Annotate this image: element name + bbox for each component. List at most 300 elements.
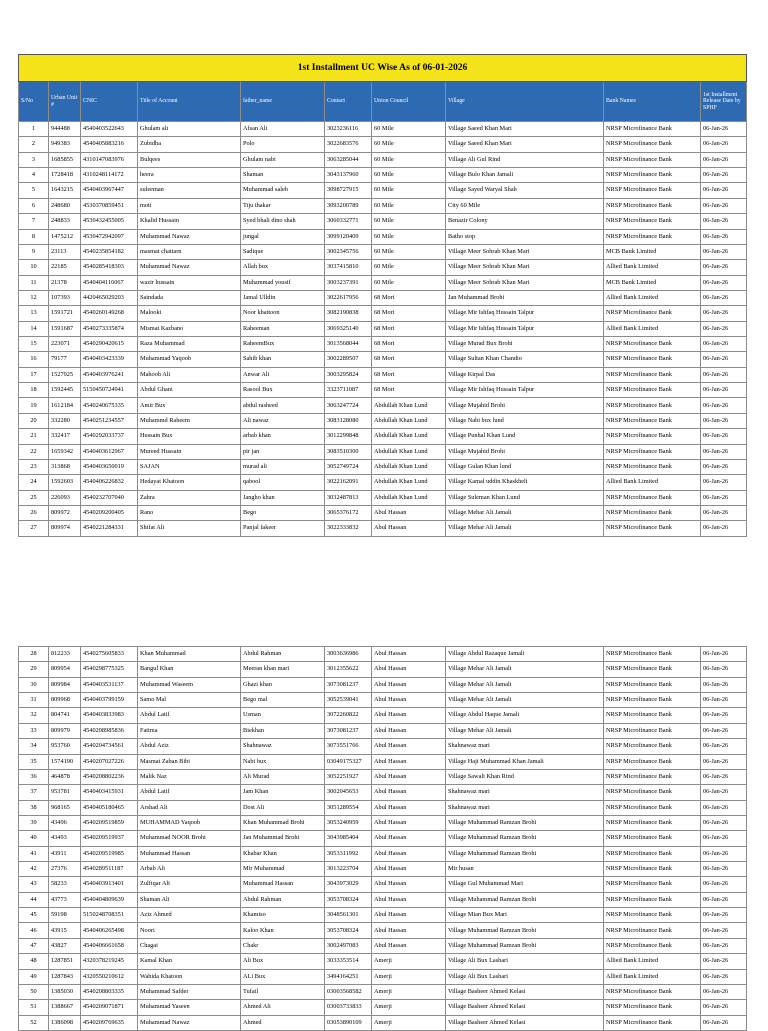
cell-urban-unit: 944488: [49, 122, 81, 137]
table-title: 1st Installment UC Wise As of 06-01-2026: [19, 55, 747, 82]
cell-bank-name: NRSP Microfinance Bank: [604, 229, 701, 244]
cell-urban-unit: 1527925: [49, 367, 81, 382]
cell-title-of-account: Rano: [138, 505, 241, 520]
cell-village: Village Mir Ishfaq Hussain Talpur: [446, 383, 604, 398]
col-header-release-date: 1st Installment Release Date by SPHF: [701, 82, 747, 122]
cell-sno: 13: [19, 306, 49, 321]
cell-sno: 16: [19, 352, 49, 367]
cell-village: Benazir Colony: [446, 214, 604, 229]
cell-cnic: 4540289511187: [81, 862, 138, 877]
cell-contact: 3013568044: [325, 337, 372, 352]
cell-contact: 3022162091: [325, 475, 372, 490]
cell-cnic: 4540208803335: [81, 984, 138, 999]
cell-bank-name: MCB Bank Limited: [604, 244, 701, 259]
cell-contact: 3043985404: [325, 831, 372, 846]
cell-release-date: 06-Jan-26: [701, 862, 747, 877]
cell-urban-unit: 809979: [49, 723, 81, 738]
cell-sno: 27: [19, 521, 49, 536]
cell-father-name: Ali nawaz: [241, 413, 325, 428]
cell-release-date: 06-Jan-26: [701, 229, 747, 244]
cell-union-council: 60 Mile: [372, 260, 446, 275]
cell-release-date: 06-Jan-26: [701, 815, 747, 830]
cell-sno: 26: [19, 505, 49, 520]
table-row: [19, 490, 747, 505]
cell-contact: 03049175327: [325, 754, 372, 769]
cell-village: City 60 Mile: [446, 198, 604, 213]
cell-village: Village Nabi bux lund: [446, 413, 604, 428]
cell-cnic: 4540275605833: [81, 647, 138, 662]
cell-father-name: Kaloo Khan: [241, 923, 325, 938]
cell-contact: 3052749724: [325, 459, 372, 474]
table-row: [19, 183, 747, 198]
cell-bank-name: NRSP Microfinance Bank: [604, 800, 701, 815]
cell-sno: 48: [19, 954, 49, 969]
cell-cnic: 4540204734561: [81, 739, 138, 754]
cell-village: Village Muhammad Ramzan Brohi: [446, 846, 604, 861]
table-row: [19, 398, 747, 413]
cell-cnic: 4540235854182: [81, 244, 138, 259]
cell-bank-name: Allied Bank Limited: [604, 969, 701, 984]
table-row: [19, 505, 747, 520]
cell-father-name: Sadique: [241, 244, 325, 259]
cell-sno: 35: [19, 754, 49, 769]
cell-bank-name: NRSP Microfinance Bank: [604, 831, 701, 846]
cell-union-council: 68 Mori: [372, 337, 446, 352]
cell-union-council: Abdullah Khan Lund: [372, 413, 446, 428]
cell-title-of-account: Muhammad Hassan: [138, 846, 241, 861]
cell-contact: 3053311992: [325, 846, 372, 861]
cell-release-date: 06-Jan-26: [701, 152, 747, 167]
cell-bank-name: NRSP Microfinance Bank: [604, 398, 701, 413]
cell-village: Village Mehar Ali Jamali: [446, 677, 604, 692]
table-row: [19, 198, 747, 213]
cell-release-date: 06-Jan-26: [701, 521, 747, 536]
cell-sno: 14: [19, 321, 49, 336]
cell-union-council: 60 Mile: [372, 229, 446, 244]
table-row: [19, 429, 747, 444]
cell-union-council: 68 Mori: [372, 367, 446, 382]
cell-release-date: 06-Jan-26: [701, 398, 747, 413]
table-row: [19, 892, 747, 907]
cell-father-name: Ahmed Ali: [241, 1000, 325, 1015]
cell-urban-unit: 43827: [49, 938, 81, 953]
cell-village: Village Punhal Khan Lund: [446, 429, 604, 444]
cell-village: Village Haji Muhammad Khan Jamali: [446, 754, 604, 769]
cell-release-date: 06-Jan-26: [701, 846, 747, 861]
cell-bank-name: MCB Bank Limited: [604, 275, 701, 290]
cell-union-council: Abdullah Khan Lund: [372, 398, 446, 413]
cell-contact: 3003237391: [325, 275, 372, 290]
cell-urban-unit: 22185: [49, 260, 81, 275]
cell-union-council: 60 Mile: [372, 198, 446, 213]
cell-village: Village Muhammad Ramzan Brohi: [446, 831, 604, 846]
table-row: [19, 754, 747, 769]
cell-father-name: Usman: [241, 708, 325, 723]
cell-bank-name: NRSP Microfinance Bank: [604, 984, 701, 999]
cell-father-name: Rasool Bux: [241, 383, 325, 398]
cell-contact: 3052539041: [325, 693, 372, 708]
table-row: [19, 647, 747, 662]
cell-village: Village Ali Bux Lashari: [446, 969, 604, 984]
cell-urban-unit: 809974: [49, 521, 81, 536]
cell-cnic: 4540290420615: [81, 337, 138, 352]
cell-urban-unit: 1728418: [49, 168, 81, 183]
cell-union-council: 68 Mori: [372, 352, 446, 367]
cell-village: Village Mujahid Brohi: [446, 444, 604, 459]
cell-cnic: 4540403415931: [81, 785, 138, 800]
cell-father-name: Jamal Ulldin: [241, 290, 325, 305]
cell-release-date: 06-Jan-26: [701, 490, 747, 505]
cell-contact: 3022333832: [325, 521, 372, 536]
cell-cnic: 4310147083976: [81, 152, 138, 167]
cell-title-of-account: Hussain Bux: [138, 429, 241, 444]
cell-cnic: 4540404116067: [81, 275, 138, 290]
cell-sno: 4: [19, 168, 49, 183]
cell-release-date: 06-Jan-26: [701, 954, 747, 969]
cell-cnic: 5150450724941: [81, 383, 138, 398]
cell-contact: 03003568582: [325, 984, 372, 999]
cell-father-name: Abdul Rahman: [241, 647, 325, 662]
cell-union-council: Abul Hassan: [372, 938, 446, 953]
cell-sno: 32: [19, 708, 49, 723]
col-header-bank-names: Bank Names: [604, 82, 701, 122]
cell-title-of-account: Muhammad Nawaz: [138, 260, 241, 275]
cell-title-of-account: Mahoob Ali: [138, 367, 241, 382]
cell-title-of-account: Kamal Khan: [138, 954, 241, 969]
cell-cnic: 4540209519937: [81, 831, 138, 846]
cell-cnic: 4540260149268: [81, 306, 138, 321]
table-row: [19, 739, 747, 754]
cell-urban-unit: 43493: [49, 831, 81, 846]
cell-father-name: Muhammad saleh: [241, 183, 325, 198]
cell-sno: 9: [19, 244, 49, 259]
cell-title-of-account: Muhammad NOOR Brohi: [138, 831, 241, 846]
cell-union-council: Abul Hassan: [372, 815, 446, 830]
cell-union-council: Amerji: [372, 1000, 446, 1015]
cell-bank-name: NRSP Microfinance Bank: [604, 846, 701, 861]
cell-union-council: Abul Hassan: [372, 769, 446, 784]
cell-bank-name: NRSP Microfinance Bank: [604, 505, 701, 520]
cell-title-of-account: Muhammad Nawaz: [138, 1015, 241, 1030]
cell-sno: 20: [19, 413, 49, 428]
cell-union-council: Abul Hassan: [372, 846, 446, 861]
cell-cnic: 4540403833983: [81, 708, 138, 723]
cell-sno: 15: [19, 337, 49, 352]
cell-father-name: Syed bhali dino shah: [241, 214, 325, 229]
cell-father-name: Abdul Rahman: [241, 892, 325, 907]
cell-urban-unit: 953781: [49, 785, 81, 800]
cell-father-name: Ghulam nabi: [241, 152, 325, 167]
cell-title-of-account: Abdul Ghani: [138, 383, 241, 398]
cell-urban-unit: 332280: [49, 413, 81, 428]
cell-father-name: Tufail: [241, 984, 325, 999]
cell-bank-name: NRSP Microfinance Bank: [604, 183, 701, 198]
cell-release-date: 06-Jan-26: [701, 984, 747, 999]
cell-cnic: 4540221284331: [81, 521, 138, 536]
cell-union-council: 60 Mile: [372, 244, 446, 259]
cell-urban-unit: 43496: [49, 815, 81, 830]
cell-union-council: Amerji: [372, 969, 446, 984]
cell-title-of-account: Abdul Latif: [138, 785, 241, 800]
cell-release-date: 06-Jan-26: [701, 739, 747, 754]
cell-release-date: 06-Jan-26: [701, 367, 747, 382]
cell-father-name: Ali Bux: [241, 954, 325, 969]
cell-urban-unit: 332417: [49, 429, 81, 444]
cell-contact: 3002045653: [325, 785, 372, 800]
cell-contact: 3063247724: [325, 398, 372, 413]
cell-sno: 33: [19, 723, 49, 738]
cell-title-of-account: Saindada: [138, 290, 241, 305]
cell-sno: 1: [19, 122, 49, 137]
table-row: [19, 337, 747, 352]
cell-father-name: Anwar Ali: [241, 367, 325, 382]
cell-sno: 8: [19, 229, 49, 244]
cell-cnic: 4540406661658: [81, 938, 138, 953]
cell-bank-name: NRSP Microfinance Bank: [604, 662, 701, 677]
cell-village: Village Ali Gul Rind: [446, 152, 604, 167]
cell-urban-unit: 1475212: [49, 229, 81, 244]
cell-cnic: 4540298775325: [81, 662, 138, 677]
cell-cnic: 4320550210612: [81, 969, 138, 984]
cell-union-council: 68 Mori: [372, 290, 446, 305]
cell-union-council: Abul Hassan: [372, 785, 446, 800]
cell-union-council: Abul Hassan: [372, 723, 446, 738]
col-header-father-name: father_name: [241, 82, 325, 122]
cell-village: Village Muhammad Ramzan Brohi: [446, 892, 604, 907]
cell-urban-unit: 949383: [49, 137, 81, 152]
cell-release-date: 06-Jan-26: [701, 260, 747, 275]
cell-contact: 3037415810: [325, 260, 372, 275]
cell-title-of-account: Muhammd Raheem: [138, 413, 241, 428]
cell-village: Village Kirpal Das: [446, 367, 604, 382]
cell-village: Shahnawaz mari: [446, 785, 604, 800]
cell-union-council: Abul Hassan: [372, 505, 446, 520]
cell-title-of-account: Abdul Aziz: [138, 739, 241, 754]
cell-sno: 19: [19, 398, 49, 413]
cell-release-date: 06-Jan-26: [701, 275, 747, 290]
cell-title-of-account: Khalid Hussain: [138, 214, 241, 229]
cell-father-name: RaheemBux: [241, 337, 325, 352]
cell-cnic: 4540403967447: [81, 183, 138, 198]
cell-contact: 3072260822: [325, 708, 372, 723]
cell-title-of-account: Mismat Kazbano: [138, 321, 241, 336]
cell-urban-unit: 809954: [49, 662, 81, 677]
cell-village: Village Kamal uddin Khaskheli: [446, 475, 604, 490]
cell-union-council: Abul Hassan: [372, 800, 446, 815]
cell-bank-name: NRSP Microfinance Bank: [604, 413, 701, 428]
cell-bank-name: NRSP Microfinance Bank: [604, 693, 701, 708]
cell-cnic: 4530432455005: [81, 214, 138, 229]
cell-village: Village Sayed Waryal Shah: [446, 183, 604, 198]
cell-title-of-account: Bangul Khan: [138, 662, 241, 677]
cell-sno: 47: [19, 938, 49, 953]
table-row: [19, 383, 747, 398]
cell-bank-name: NRSP Microfinance Bank: [604, 429, 701, 444]
cell-village: Jan Muhammad Brohi: [446, 290, 604, 305]
col-header-title-of-account: Title of Account: [138, 82, 241, 122]
cell-contact: 3002289507: [325, 352, 372, 367]
cell-contact: 3051289554: [325, 800, 372, 815]
cell-union-council: Abul Hassan: [372, 862, 446, 877]
cell-sno: 44: [19, 892, 49, 907]
cell-bank-name: NRSP Microfinance Bank: [604, 306, 701, 321]
cell-union-council: 60 Mile: [372, 168, 446, 183]
cell-title-of-account: Masmat Zaban Bibi: [138, 754, 241, 769]
table-row: [19, 785, 747, 800]
table-row: [19, 413, 747, 428]
cell-contact: 3053708324: [325, 892, 372, 907]
cell-title-of-account: Muhammad Waseem: [138, 677, 241, 692]
cell-bank-name: NRSP Microfinance Bank: [604, 137, 701, 152]
cell-urban-unit: 1612184: [49, 398, 81, 413]
table-row: [19, 321, 747, 336]
cell-cnic: 4310248114172: [81, 168, 138, 183]
cell-bank-name: NRSP Microfinance Bank: [604, 708, 701, 723]
cell-father-name: jungal: [241, 229, 325, 244]
cell-bank-name: Allied Bank Limited: [604, 290, 701, 305]
table-row: [19, 769, 747, 784]
cell-release-date: 06-Jan-26: [701, 877, 747, 892]
cell-contact: 3073551766: [325, 739, 372, 754]
table-row: [19, 122, 747, 137]
cell-father-name: Afsan Ali: [241, 122, 325, 137]
cell-title-of-account: Abdul Latif: [138, 708, 241, 723]
cell-urban-unit: 1591721: [49, 306, 81, 321]
cell-cnic: 4320378219245: [81, 954, 138, 969]
cell-urban-unit: 248680: [49, 198, 81, 213]
table-row: [19, 923, 747, 938]
cell-contact: 03053890109: [325, 1015, 372, 1030]
cell-release-date: 06-Jan-26: [701, 647, 747, 662]
cell-father-name: Khamiso: [241, 908, 325, 923]
cell-urban-unit: 1574190: [49, 754, 81, 769]
cell-contact: 3053708324: [325, 923, 372, 938]
cell-sno: 31: [19, 693, 49, 708]
cell-father-name: Ahmed: [241, 1015, 325, 1030]
cell-contact: 3083510300: [325, 444, 372, 459]
cell-village: Village Abdul Razaque Jamali: [446, 647, 604, 662]
cell-bank-name: NRSP Microfinance Bank: [604, 908, 701, 923]
table-row: [19, 954, 747, 969]
cell-sno: 46: [19, 923, 49, 938]
cell-urban-unit: 1659342: [49, 444, 81, 459]
cell-release-date: 06-Jan-26: [701, 723, 747, 738]
cell-union-council: 60 Mile: [372, 275, 446, 290]
cell-urban-unit: 953760: [49, 739, 81, 754]
cell-bank-name: NRSP Microfinance Bank: [604, 1000, 701, 1015]
cell-bank-name: NRSP Microfinance Bank: [604, 739, 701, 754]
cell-village: Village Basheer Ahmed Kelasi: [446, 1000, 604, 1015]
cell-release-date: 06-Jan-26: [701, 137, 747, 152]
table-row: [19, 229, 747, 244]
cell-urban-unit: 43911: [49, 846, 81, 861]
cell-father-name: qabool: [241, 475, 325, 490]
cell-union-council: Abdullah Khan Lund: [372, 475, 446, 490]
cell-title-of-account: Arshad Ali: [138, 800, 241, 815]
cell-sno: 51: [19, 1000, 49, 1015]
col-header-contact: Contact: [325, 82, 372, 122]
cell-title-of-account: Malik Naz: [138, 769, 241, 784]
cell-village: Batho stop: [446, 229, 604, 244]
cell-contact: 3494164251: [325, 969, 372, 984]
cell-bank-name: NRSP Microfinance Bank: [604, 647, 701, 662]
cell-title-of-account: heera: [138, 168, 241, 183]
cell-release-date: 06-Jan-26: [701, 892, 747, 907]
table-row: [19, 723, 747, 738]
cell-title-of-account: Aziz Ahmed: [138, 908, 241, 923]
cell-bank-name: Allied Bank Limited: [604, 260, 701, 275]
cell-cnic: 4540403522643: [81, 122, 138, 137]
cell-cnic: 4540209769635: [81, 1015, 138, 1030]
table-row: [19, 168, 747, 183]
installment-table: [18, 54, 747, 537]
cell-union-council: Abul Hassan: [372, 677, 446, 692]
cell-father-name: Nabi bux: [241, 754, 325, 769]
cell-urban-unit: 43915: [49, 923, 81, 938]
cell-union-council: Abdullah Khan Lund: [372, 459, 446, 474]
cell-union-council: Abul Hassan: [372, 877, 446, 892]
cell-cnic: 4540209200405: [81, 505, 138, 520]
cell-contact: 3003295824: [325, 367, 372, 382]
cell-village: Village Saeed Khan Mari: [446, 122, 604, 137]
cell-cnic: 4540208802236: [81, 769, 138, 784]
cell-release-date: 06-Jan-26: [701, 383, 747, 398]
cell-village: Village Muhammad Ramzan Brohi: [446, 815, 604, 830]
cell-title-of-account: Arbab Ali: [138, 862, 241, 877]
cell-title-of-account: MUHAMMAD Yaqoob: [138, 815, 241, 830]
cell-father-name: arbab khan: [241, 429, 325, 444]
cell-urban-unit: 1287843: [49, 969, 81, 984]
cell-cnic: 4420465029203: [81, 290, 138, 305]
table-row: [19, 367, 747, 382]
cell-title-of-account: Wahida Khatoon: [138, 969, 241, 984]
cell-cnic: 4540403531137: [81, 677, 138, 692]
cell-urban-unit: 809972: [49, 505, 81, 520]
table-row: [19, 693, 747, 708]
cell-contact: 3093200789: [325, 198, 372, 213]
cell-title-of-account: Zubidha: [138, 137, 241, 152]
cell-contact: 3323711087: [325, 383, 372, 398]
cell-release-date: 06-Jan-26: [701, 938, 747, 953]
table-row: [19, 984, 747, 999]
cell-cnic: 4540209519859: [81, 815, 138, 830]
table-row: [19, 708, 747, 723]
cell-village: Village Mian Bux Mari: [446, 908, 604, 923]
cell-cnic: 4530472942097: [81, 229, 138, 244]
cell-father-name: abdul rasheed: [241, 398, 325, 413]
cell-bank-name: NRSP Microfinance Bank: [604, 367, 701, 382]
cell-father-name: Ghazi khan: [241, 677, 325, 692]
cell-cnic: 4540207027226: [81, 754, 138, 769]
cell-release-date: 06-Jan-26: [701, 337, 747, 352]
cell-sno: 41: [19, 846, 49, 861]
cell-father-name: Meeran khan mari: [241, 662, 325, 677]
cell-title-of-account: Mureed Hussain: [138, 444, 241, 459]
cell-village: Village Suleman Khan Lund: [446, 490, 604, 505]
cell-release-date: 06-Jan-26: [701, 969, 747, 984]
cell-union-council: 60 Mile: [372, 152, 446, 167]
cell-village: Village Mehar Ali Jamali: [446, 505, 604, 520]
cell-cnic: 4540209071871: [81, 1000, 138, 1015]
cell-contact: 3033353514: [325, 954, 372, 969]
col-header-urban-unit: Urban Unit #: [49, 82, 81, 122]
cell-village: Village Meer Sohrab Khan Mari: [446, 260, 604, 275]
cell-bank-name: NRSP Microfinance Bank: [604, 122, 701, 137]
cell-father-name: pir jan: [241, 444, 325, 459]
cell-bank-name: NRSP Microfinance Bank: [604, 923, 701, 938]
cell-release-date: 06-Jan-26: [701, 754, 747, 769]
cell-title-of-account: Fatima: [138, 723, 241, 738]
